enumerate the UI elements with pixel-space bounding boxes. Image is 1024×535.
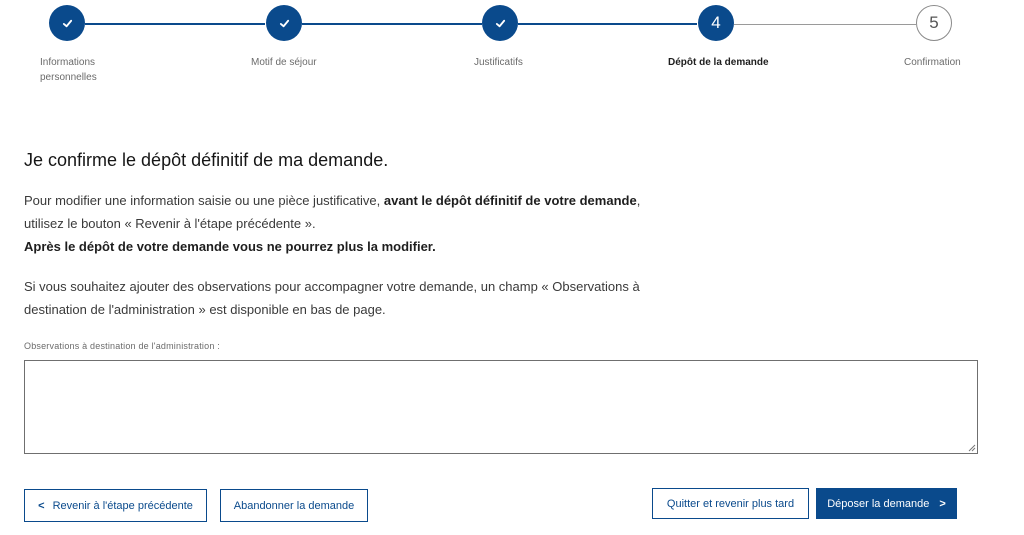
- step-4-circle: [698, 5, 734, 41]
- quit-later-label: Quitter et revenir plus tard: [666, 497, 795, 510]
- previous-step-label: Revenir à l'étape précédente: [52, 499, 193, 512]
- chevron-right-icon: >: [939, 497, 946, 510]
- observations-info-paragraph: Si vous souhaitez ajouter des observations pour accompagner votre demande, un champ « Observations à destination de l'administration » est disponible en bas de page.: [24, 279, 640, 317]
- step-connector-done: [302, 23, 482, 25]
- observations-textarea[interactable]: [24, 360, 978, 454]
- step-1-circle: [49, 5, 85, 41]
- abandon-label: Abandonner la demande: [233, 499, 355, 512]
- instructions-paragraph: Pour modifier une information saisie ou une pièce justificative, avant le dépôt définitif de votre demande, utilisez le bouton « Revenir à l'étape précédente ». Après le dépôt de votre demande vous ne pourrez plus la modifier.: [24, 193, 641, 254]
- progress-stepper: [0, 0, 1024, 90]
- submit-request-label: Déposer la demande: [827, 497, 930, 510]
- step-number: 5: [929, 13, 939, 32]
- page-title: Je confirme le dépôt définitif de ma demande.: [24, 150, 389, 170]
- submit-request-button[interactable]: [816, 488, 957, 519]
- abandon-button[interactable]: [220, 489, 368, 522]
- warning-text: Après le dépôt de votre demande vous ne pourrez plus la modifier.: [24, 239, 436, 254]
- step-connector-done: [85, 23, 265, 25]
- previous-step-button[interactable]: [24, 489, 207, 522]
- step-5-label: Confirmation: [904, 57, 961, 68]
- step-2-label: Motif de séjour: [251, 57, 317, 68]
- resize-grip-icon[interactable]: [968, 444, 976, 452]
- step-4-label: Dépôt de la demande: [668, 57, 769, 68]
- check-icon: [495, 18, 506, 29]
- step-connector-done: [518, 23, 697, 25]
- observations-label: Observations à destination de l'administration :: [24, 341, 220, 351]
- step-2-circle: [266, 5, 302, 41]
- step-3-label: Justificatifs: [474, 57, 523, 68]
- step-1-label: Informations personnelles: [40, 57, 97, 83]
- step-connector-pending: [734, 24, 916, 25]
- step-5-circle: [916, 5, 952, 41]
- quit-later-button[interactable]: [652, 488, 809, 519]
- check-icon: [62, 18, 73, 29]
- step-3-circle: [482, 5, 518, 41]
- step-number: 4: [711, 13, 721, 32]
- chevron-left-icon: <: [38, 499, 45, 512]
- check-icon: [279, 18, 290, 29]
